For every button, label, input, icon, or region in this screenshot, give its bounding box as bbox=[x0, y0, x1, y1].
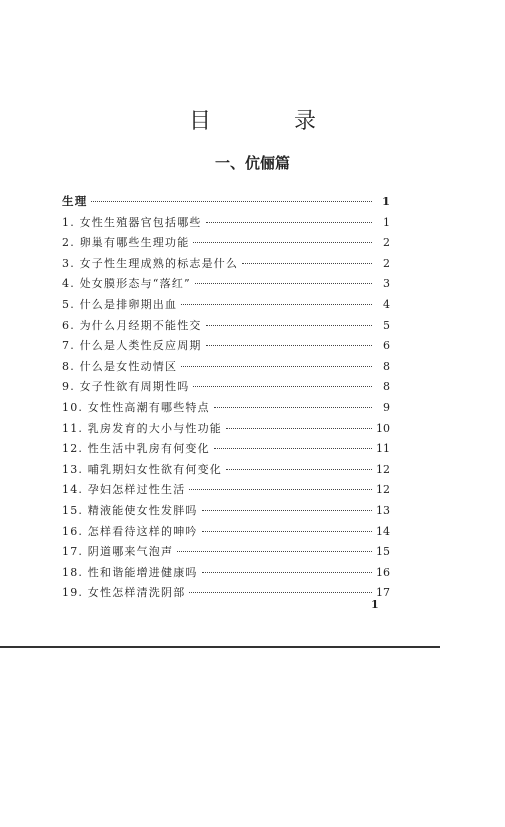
dot-leader bbox=[202, 571, 372, 573]
toc-entry[interactable] bbox=[62, 255, 390, 276]
toc-entry[interactable] bbox=[62, 440, 390, 461]
toc-entry[interactable] bbox=[62, 378, 390, 399]
toc-entry-page: 3 bbox=[383, 277, 390, 291]
toc-entry-page: 14 bbox=[376, 524, 390, 538]
toc-entry[interactable] bbox=[62, 296, 390, 317]
toc-entry-page: 1 bbox=[383, 215, 390, 229]
dot-leader bbox=[202, 509, 372, 511]
dot-leader bbox=[189, 591, 372, 593]
toc-entry-label: 15. 精液能使女性发胖吗 bbox=[62, 503, 198, 517]
page-number: 1 bbox=[371, 598, 379, 611]
bottom-rule bbox=[0, 646, 440, 648]
dot-leader bbox=[214, 447, 372, 449]
toc-entry-page: 17 bbox=[376, 586, 390, 600]
dot-leader bbox=[214, 406, 372, 408]
toc-entry-page: 16 bbox=[376, 565, 390, 579]
toc-entry-page: 10 bbox=[376, 421, 390, 435]
toc-entry-label: 19. 女性怎样清洗阴部 bbox=[62, 586, 186, 600]
toc-entry-label: 7. 什么是人类性反应周期 bbox=[62, 339, 202, 353]
toc-entry-label: 17. 阴道哪来气泡声 bbox=[62, 545, 174, 559]
toc-entry-label: 4. 处女膜形态与“落红” bbox=[62, 277, 191, 291]
toc-entry[interactable] bbox=[62, 214, 390, 235]
dot-leader bbox=[177, 550, 372, 552]
toc-entry[interactable] bbox=[62, 275, 390, 296]
toc-entry-page: 8 bbox=[383, 380, 390, 394]
toc-entry-page: 9 bbox=[383, 400, 390, 414]
dot-leader bbox=[195, 282, 372, 284]
toc-entry-page: 6 bbox=[383, 339, 390, 353]
toc-entry[interactable] bbox=[62, 234, 390, 255]
toc-entry[interactable] bbox=[62, 399, 390, 420]
dot-leader bbox=[206, 221, 372, 223]
toc-section-row[interactable] bbox=[62, 193, 390, 214]
dot-leader bbox=[206, 324, 372, 326]
part-heading: 一、伉俪篇 bbox=[214, 154, 290, 172]
toc-entry[interactable] bbox=[62, 481, 390, 502]
toc-entry[interactable] bbox=[62, 461, 390, 482]
toc-entry-page: 12 bbox=[376, 462, 390, 476]
dot-leader bbox=[189, 488, 372, 490]
toc-entry-page: 15 bbox=[376, 545, 390, 559]
dot-leader bbox=[226, 427, 372, 429]
toc-entry[interactable] bbox=[62, 523, 390, 544]
toc-entry-page: 2 bbox=[383, 256, 390, 270]
dot-leader bbox=[202, 530, 372, 532]
toc-entry-label: 12. 性生活中乳房有何变化 bbox=[62, 442, 210, 456]
toc-entry-label: 16. 怎样看待这样的呻吟 bbox=[62, 524, 198, 538]
toc-entry-label: 6. 为什么月经期不能性交 bbox=[62, 318, 202, 332]
toc-entry-label: 14. 孕妇怎样过性生活 bbox=[62, 483, 186, 497]
dot-leader bbox=[181, 303, 372, 305]
toc-entry-label: 13. 哺乳期妇女性欲有何变化 bbox=[62, 462, 222, 476]
toc-entry-page: 2 bbox=[383, 236, 390, 250]
toc-entry-label: 10. 女性性高潮有哪些特点 bbox=[62, 400, 210, 414]
dot-leader bbox=[226, 468, 372, 470]
toc-entry-page: 8 bbox=[383, 359, 390, 373]
toc-entry-label: 18. 性和谐能增进健康吗 bbox=[62, 565, 198, 579]
toc-entry-label: 5. 什么是排卵期出血 bbox=[62, 297, 178, 311]
dot-leader bbox=[193, 385, 372, 387]
toc-entry[interactable] bbox=[62, 584, 390, 605]
toc-entry-label: 1. 女性生殖器官包括哪些 bbox=[62, 215, 202, 229]
toc-entry-label: 2. 卵巢有哪些生理功能 bbox=[62, 236, 190, 250]
table-of-contents bbox=[62, 193, 390, 605]
toc-entry-label: 3. 女子性生理成熟的标志是什么 bbox=[62, 256, 239, 270]
toc-section-label: 生理 bbox=[62, 194, 88, 208]
toc-entry-label: 9. 女子性欲有周期性吗 bbox=[62, 380, 190, 394]
toc-entry-page: 13 bbox=[376, 503, 390, 517]
toc-entry[interactable] bbox=[62, 317, 390, 338]
toc-section-page: 1 bbox=[381, 194, 390, 208]
dot-leader bbox=[181, 365, 372, 367]
toc-entry[interactable] bbox=[62, 564, 390, 585]
toc-entry[interactable] bbox=[62, 543, 390, 564]
toc-entry[interactable] bbox=[62, 502, 390, 523]
toc-entry-page: 4 bbox=[383, 297, 390, 311]
dot-leader bbox=[242, 262, 372, 264]
toc-entry[interactable] bbox=[62, 337, 390, 358]
toc-entry[interactable] bbox=[62, 358, 390, 379]
dot-leader bbox=[193, 241, 372, 243]
toc-entry-page: 12 bbox=[376, 483, 390, 497]
dot-leader bbox=[206, 344, 372, 346]
toc-entry-page: 11 bbox=[376, 442, 390, 456]
toc-entry-page: 5 bbox=[383, 318, 390, 332]
toc-entry[interactable] bbox=[62, 420, 390, 441]
toc-entry-label: 11. 乳房发育的大小与性功能 bbox=[62, 421, 222, 435]
toc-title: 目 录 bbox=[189, 109, 354, 134]
toc-entry-label: 8. 什么是女性动情区 bbox=[62, 359, 178, 373]
dot-leader bbox=[91, 200, 372, 202]
